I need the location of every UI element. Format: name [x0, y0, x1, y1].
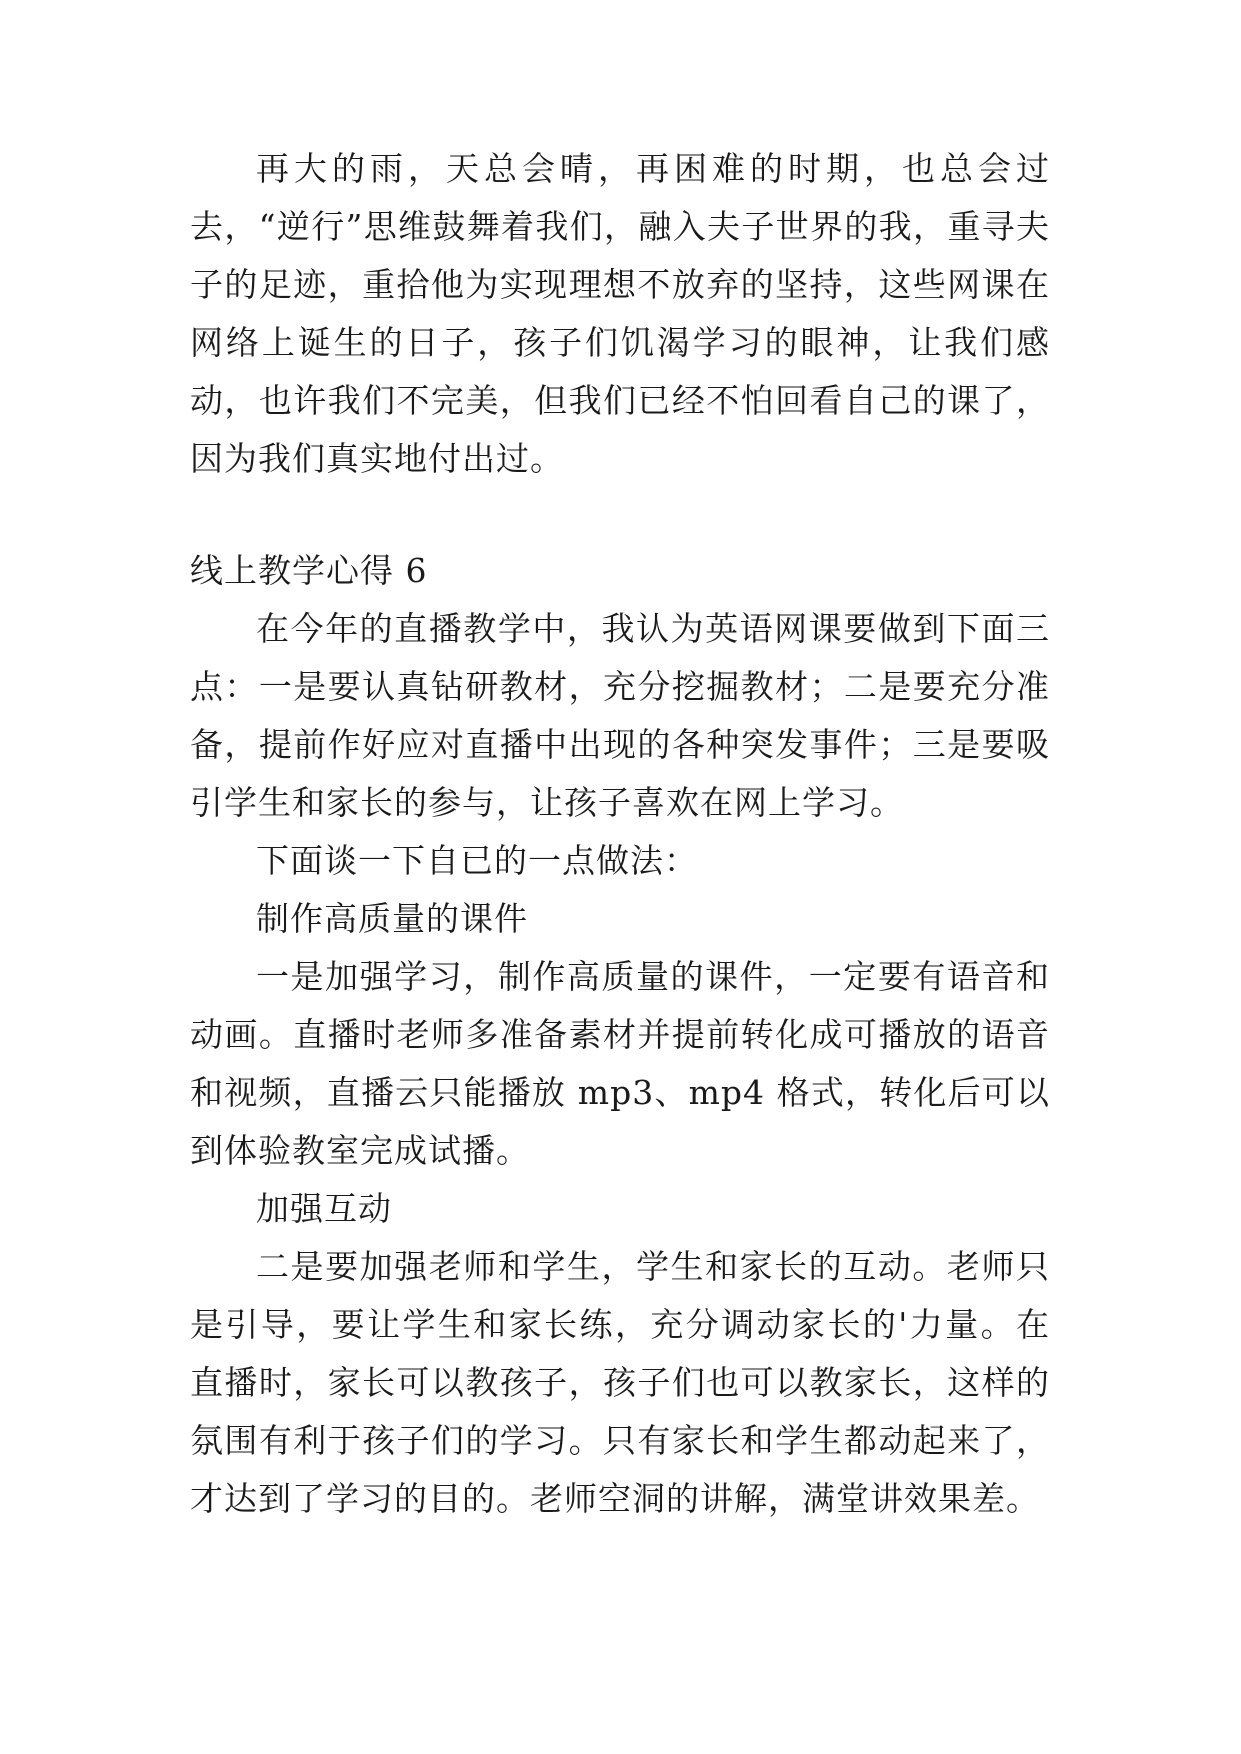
- closing-paragraph: 再大的雨，天总会晴，再困难的时期，也总会过去，“逆行”思维鼓舞着我们，融入夫子世界的我，重寻夫子的足迹，重拾他为实现理想不放弃的坚持，这些网课在网络上诞生的日子，孩子们饥渴学习的眼神，让我们感动，也许我们不完美，但我们已经不怕回看自己的课了，因为我们真实地付出过。: [190, 149, 1050, 478]
- intro-paragraph: 在今年的直播教学中，我认为英语网课要做到下面三点：一是要认真钻研教材，充分挖掘教材；二是要充分准备，提前作好应对直播中出现的各种突发事件；三是要吸引学生和家长的参与，让孩子喜欢在网上学习。: [190, 609, 1050, 822]
- interaction-paragraph: 二是要加强老师和学生，学生和家长的互动。老师只是引导，要让学生和家长练，充分调动家长的'力量。在直播时，家长可以教孩子，孩子们也可以教家长，这样的氛围有利于孩子们的学习。只有家长和学生都动起来了，才达到了学习的目的。老师空洞的讲解，满堂讲效果差。: [190, 1247, 1050, 1518]
- courseware-paragraph: 一是加强学习，制作高质量的课件，一定要有语音和动画。直播时老师多准备素材并提前转化成可播放的语音和视频，直播云只能播放 mp3、mp4 格式，转化后可以到体验教室完成试播。: [190, 957, 1050, 1170]
- main-section: [190, 542, 1050, 1528]
- top-section: [190, 140, 1050, 488]
- subheading-courseware: 制作高质量的课件: [256, 899, 528, 938]
- method-intro: 下面谈一下自已的一点做法：: [256, 841, 698, 880]
- section-title: 线上教学心得 6: [190, 551, 428, 590]
- subheading-interaction: 加强互动: [256, 1189, 392, 1228]
